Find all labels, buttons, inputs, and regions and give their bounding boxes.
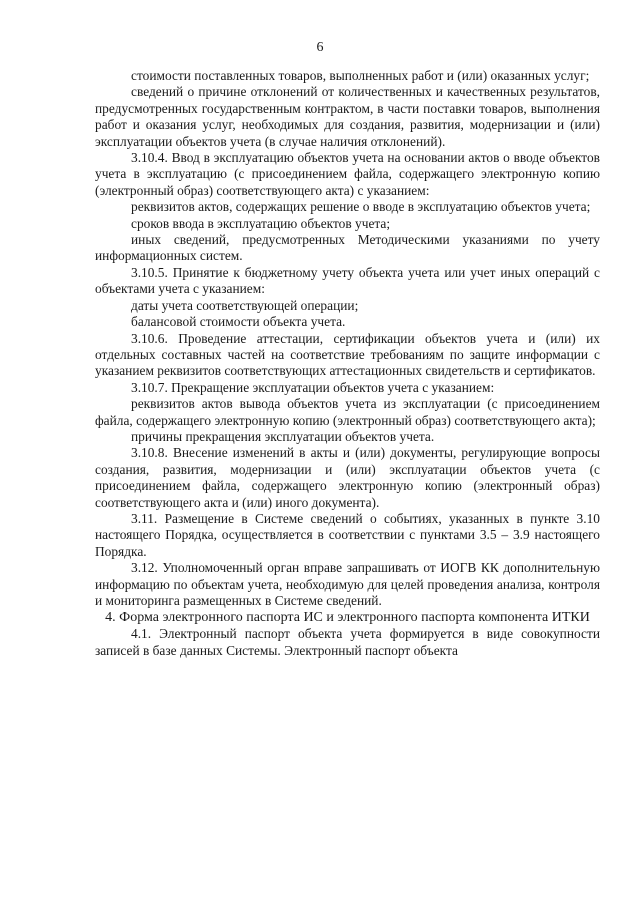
paragraph: даты учета соответствующей операции; [131, 297, 359, 313]
paragraph: 3.10.8. Внесение изменений в акты и (или) документы, регулирующие вопросы создания, развития, модернизации и (или) эксплуатации объектов учета (с присоединением файла, содержащего электронную копию (электронный образ) соответствующего акта и (или) иного документа). [95, 445, 600, 510]
paragraph: 3.12. Уполномоченный орган вправе запрашивать от ИОГВ КК дополнительную информацию по объектам учета, необходимую для целей проведения анализа, контроля и мониторинга размещенных в Системе сведений. [95, 560, 600, 608]
paragraph: 4.1. Электронный паспорт объекта учета формируется в виде совокупности записей в базе данных Системы. Электронный паспорт объекта [95, 626, 600, 658]
paragraph: иных сведений, предусмотренных Методическими указаниями по учету информационных систем. [95, 232, 600, 264]
paragraph: 3.10.6. Проведение аттестации, сертификации объектов учета и (или) их отдельных составных частей на соответствие требованиям по защите информации с указанием реквизитов соответствующих аттестационных свидетельств и сертификатов. [95, 330, 600, 379]
paragraph: 3.10.7. Прекращение эксплуатации объектов учета с указанием: [131, 379, 495, 395]
paragraph: 3.10.4. Ввод в эксплуатацию объектов учета на основании актов о вводе объектов учета в эксплуатацию (с присоединением файла, содержащего электронную копию (электронный образ) соответствующего акта) с указанием: [95, 150, 600, 198]
paragraph: реквизитов актов, содержащих решение о вводе в эксплуатацию объектов учета; [131, 199, 591, 215]
document-body [95, 68, 600, 659]
paragraph: 3.10.5. Принятие к бюджетному учету объекта учета или учет иных операций с объектами учета с указанием: [95, 264, 600, 297]
paragraph: реквизитов актов вывода объектов учета из эксплуатации (с присоединением файла, содержащего электронную копию (электронный образ) соответствующего акта); [95, 396, 600, 428]
paragraph: причины прекращения эксплуатации объектов учета. [131, 428, 435, 444]
paragraph: сведений о причине отклонений от количественных и качественных результатов, предусмотренных государственным контрактом, в части поставки товаров, выполнения работ и оказания услуг, необходимых для создания, развития, модернизации и (или) эксплуатации объектов учета (в случае наличия отклонений). [95, 84, 600, 149]
paragraph: балансовой стоимости объекта учета. [131, 314, 346, 330]
paragraph: сроков ввода в эксплуатацию объектов учета; [131, 215, 391, 231]
section-heading: 4. Форма электронного паспорта ИС и электронного паспорта компонента ИТКИ [105, 610, 590, 626]
paragraph: 3.11. Размещение в Системе сведений о событиях, указанных в пункте 3.10 настоящего Порядка, осуществляется в соответствии с пунктами 3.5 – 3.9 настоящего Порядка. [95, 510, 600, 559]
page-number: 6 [316, 40, 324, 55]
paragraph: стоимости поставленных товаров, выполненных работ и (или) оказанных услуг; [131, 68, 590, 83]
